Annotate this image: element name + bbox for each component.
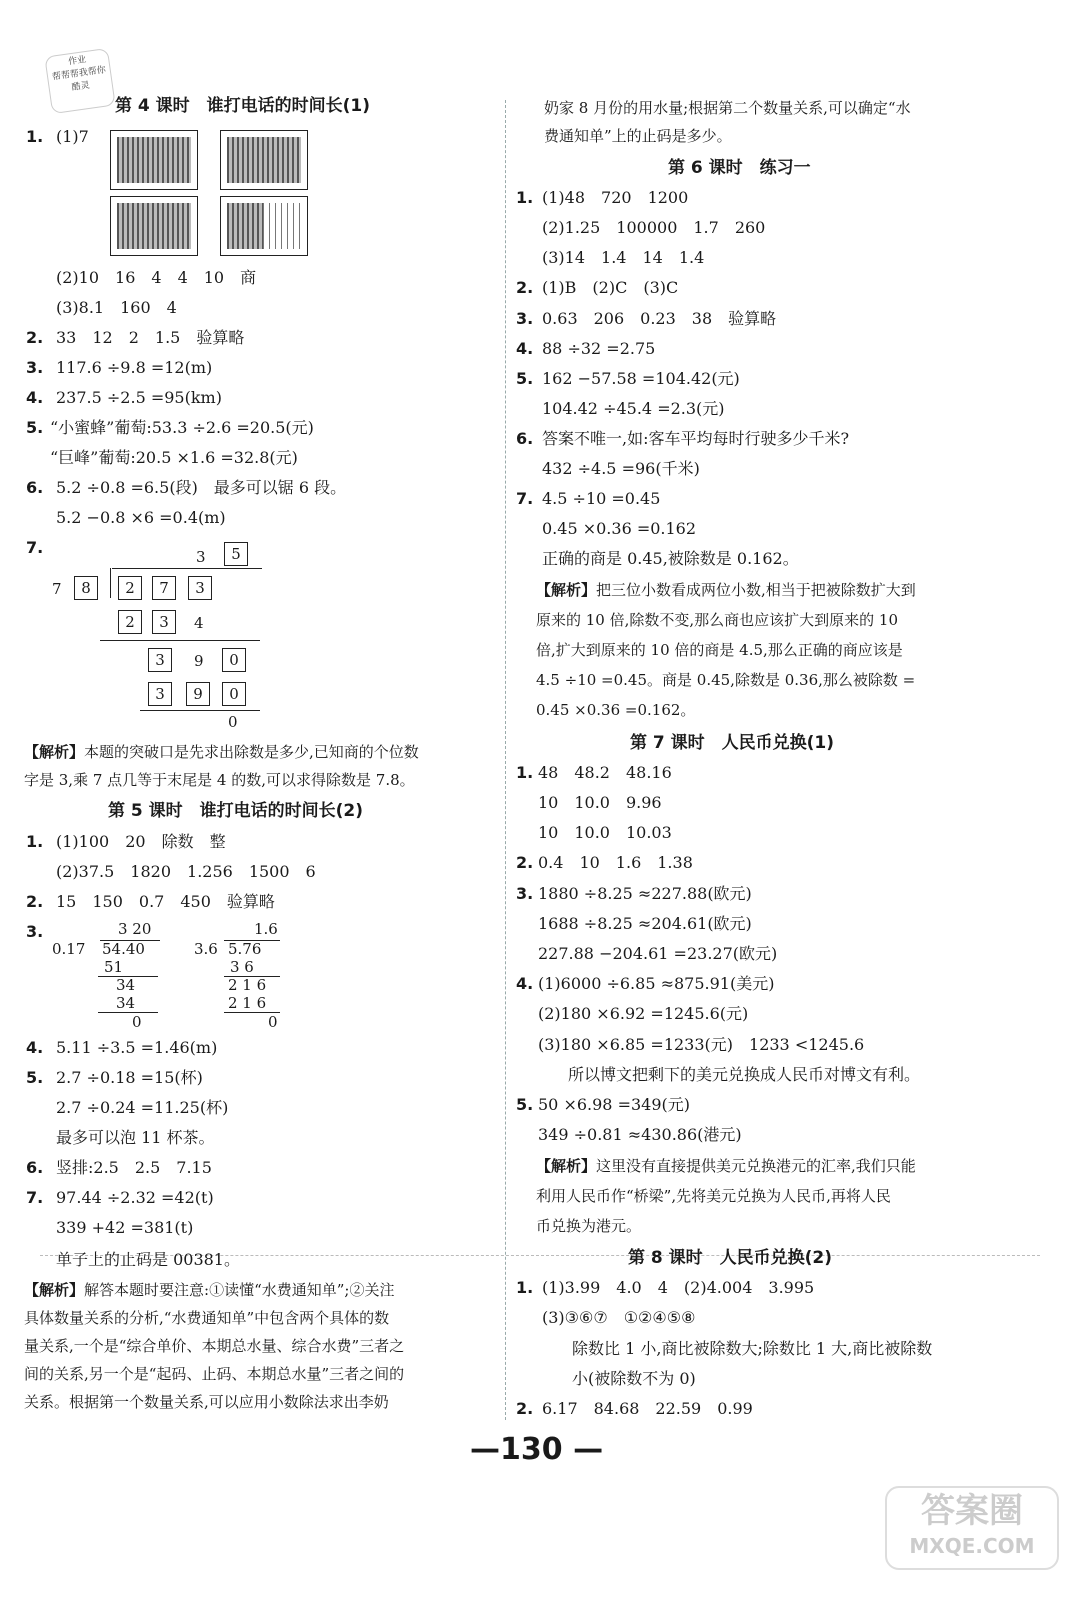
answer-text: 50 ×6.98 =349(元) (538, 1095, 690, 1114)
answer-text: 所以博文把剩下的美元兑换成人民币对博文有利。 (568, 1065, 921, 1084)
watermark-logo (885, 1486, 1059, 1570)
question-number: 2. (516, 1399, 534, 1418)
lesson-6-title: 第 6 课时 练习一 (668, 158, 811, 178)
answer-text: (1)7 (56, 127, 89, 146)
answer-text: 小(被除数不为 0) (572, 1369, 696, 1388)
analysis-text: 这里没有直接提供美元兑换港元的汇率,我们只能 (596, 1157, 916, 1175)
analysis-text: 币兑换为港元。 (536, 1217, 642, 1235)
divisor: 0.17 (52, 940, 86, 958)
final-remainder: 0 (228, 713, 238, 731)
partial-box: 9 (186, 682, 210, 706)
answer-text: 0.4 10 1.6 1.38 (538, 853, 693, 872)
analysis-text: 字是 3,乘 7 点几等于末尾是 4 的数,可以求得除数是 7.8。 (24, 771, 415, 789)
analysis-tag: 【解析】 (536, 1157, 597, 1175)
partial-box: 3 (152, 610, 176, 634)
answer-text: 最多可以泡 11 杯茶。 (56, 1128, 215, 1147)
answer-text: (1)B (2)C (3)C (542, 278, 679, 297)
answer-text: 48 48.2 48.16 (538, 763, 672, 782)
partial-box: 2 (118, 610, 142, 634)
grid-shading (117, 203, 191, 249)
quotient: 1.6 (254, 920, 278, 938)
division-bracket (110, 568, 111, 598)
question-number: 6. (516, 429, 534, 448)
partial-digit: 4 (194, 614, 204, 632)
partial-box: 0 (222, 682, 246, 706)
answer-text: 15 150 0.7 450 验算略 (56, 892, 275, 911)
grid-figure-3 (110, 196, 198, 256)
answer-text: 答案不唯一,如:客车平均每时行驶多少千米? (542, 429, 850, 448)
question-number: 4. (516, 339, 534, 358)
analysis-text: 具体数量关系的分析,“水费通知单”中包含两个具体的数 (24, 1309, 390, 1327)
answer-text: 1688 ÷8.25 ≈204.61(欧元) (538, 914, 752, 933)
step: 34 (116, 976, 136, 994)
question-number: 2. (516, 278, 534, 297)
question-number: 3. (26, 358, 44, 377)
remainder-digit: 9 (194, 652, 204, 670)
question-number: 1. (26, 832, 44, 851)
page-number: —130 — (470, 1432, 604, 1467)
question-number: 6. (26, 1158, 44, 1177)
stamp-line: 作业 (67, 54, 87, 68)
answer-text: 竖排:2.5 2.5 7.15 (56, 1158, 212, 1177)
answer-text: 162 −57.58 =104.42(元) (542, 369, 740, 388)
analysis-tag: 【解析】 (24, 743, 85, 761)
answer-text: (3)180 ×6.85 =1233(元) 1233 <1245.6 (538, 1035, 865, 1054)
answer-text: (1)48 720 1200 (542, 188, 689, 207)
question-number: 2. (516, 853, 534, 872)
analysis-text: 间的关系,另一个是“起码、止码、本期总水量”三者之间的 (24, 1365, 405, 1383)
question-number: 2. (26, 892, 44, 911)
lesson-8-title: 第 8 课时 人民币兑换(2) (628, 1248, 833, 1268)
quotient: 3 20 (118, 920, 152, 938)
question-number: 4. (26, 1038, 44, 1057)
answer-text: 6.17 84.68 22.59 0.99 (542, 1399, 753, 1418)
divisor-box: 8 (74, 576, 98, 600)
analysis-text: 利用人民币作“桥梁”,先将美元兑换为人民币,再将人民 (536, 1187, 891, 1205)
grid-unshaded (263, 203, 303, 249)
grid-shading (227, 137, 301, 183)
question-number: 1. (516, 1278, 534, 1297)
lesson-7-title: 第 7 课时 人民币兑换(1) (630, 733, 835, 753)
answer-text: “巨峰”葡萄:20.5 ×1.6 =32.8(元) (50, 448, 298, 467)
answer-text: 104.42 ÷45.4 =2.3(元) (542, 399, 725, 418)
divisor: 3.6 (194, 940, 218, 958)
question-number: 5. (516, 1095, 534, 1114)
stamp-line: 酷灵 (71, 80, 91, 94)
answer-text: 0.63 206 0.23 38 验算略 (542, 309, 777, 328)
step: 2 1 6 (228, 976, 267, 994)
analysis-text: 原来的 10 倍,除数不变,那么商也应该扩大到原来的 10 (536, 611, 899, 629)
answer-text: 10 10.0 9.96 (538, 793, 662, 812)
question-number: 1. (26, 127, 44, 146)
step: 51 (104, 958, 124, 976)
answer-text: 432 ÷4.5 =96(千米) (542, 459, 700, 478)
answer-text: 237.5 ÷2.5 =95(km) (56, 388, 222, 407)
answer-text: 正确的商是 0.45,被除数是 0.162。 (542, 549, 799, 568)
column-divider (505, 100, 506, 1420)
analysis-text: 费通知单”上的止码是多少。 (544, 127, 732, 145)
answer-text: (1)100 20 除数 整 (56, 832, 226, 851)
answer-text: (3)8.1 160 4 (56, 298, 177, 317)
analysis-text: 解答本题时要注意:①读懂“水费通知单”;②关注 (84, 1281, 395, 1299)
question-number: 5. (26, 1068, 44, 1087)
remainder-box: 3 (148, 648, 172, 672)
question-number: 7. (26, 538, 44, 557)
watermark-text: 答案圈 (921, 1491, 1023, 1531)
answer-text: 2.7 ÷0.24 =11.25(杯) (56, 1098, 229, 1117)
answer-text: 10 10.0 10.03 (538, 823, 672, 842)
question-number: 6. (26, 478, 44, 497)
answer-text: 5.2 ÷0.8 =6.5(段) 最多可以锯 6 段。 (56, 478, 347, 497)
grid-figure-1 (110, 130, 198, 190)
answer-text: 5.11 ÷3.5 =1.46(m) (56, 1038, 218, 1057)
quotient-digit: 3 (196, 548, 206, 566)
answer-text: 117.6 ÷9.8 =12(m) (56, 358, 213, 377)
question-number: 3. (516, 884, 534, 903)
analysis-text: 4.5 ÷10 =0.45。商是 0.45,除数是 0.36,那么被除数 = (536, 671, 916, 689)
lesson-4-title: 第 4 课时 谁打电话的时间长(1) (115, 96, 371, 116)
answer-text: 除数比 1 小,商比被除数大;除数比 1 大,商比被除数 (572, 1339, 933, 1358)
division-bar (112, 568, 262, 569)
dividend: 54.40 (102, 940, 145, 958)
dividend: 5.76 (228, 940, 262, 958)
answer-text: (2)10 16 4 4 10 商 (56, 268, 257, 287)
answer-text: 2.7 ÷0.18 =15(杯) (56, 1068, 203, 1087)
answer-text: (2)37.5 1820 1.256 1500 6 (56, 862, 316, 881)
analysis-text: 关系。根据第一个数量关系,可以应用小数除法求出李奶 (24, 1393, 389, 1411)
analysis-line (536, 580, 916, 600)
remainder-box: 0 (222, 648, 246, 672)
question-number: 7. (26, 1188, 44, 1207)
answer-text: 5.2 −0.8 ×6 =0.4(m) (56, 508, 226, 527)
analysis-text: 本题的突破口是先求出除数是多少,已知商的个位数 (84, 743, 419, 761)
answer-text: (3)14 1.4 14 1.4 (542, 248, 705, 267)
answer-text: (1)3.99 4.0 4 (2)4.004 3.995 (542, 1278, 815, 1297)
analysis-text: 量关系,一个是“综合单价、本期总水量、综合水费”三者之 (24, 1337, 405, 1355)
analysis-text: 倍,扩大到原来的 10 倍的商是 4.5,那么正确的商应该是 (536, 641, 903, 659)
dividend-box: 7 (152, 576, 176, 600)
answer-text: (1)6000 ÷6.85 ≈875.91(美元) (538, 974, 775, 993)
answer-text: 33 12 2 1.5 验算略 (56, 328, 245, 347)
step: 3 6 (230, 958, 254, 976)
answer-text: 339 +42 =381(t) (56, 1218, 194, 1237)
question-number: 5. (26, 418, 44, 437)
step: 34 (116, 994, 136, 1012)
question-number: 3. (26, 922, 44, 941)
step: 0 (132, 1013, 142, 1031)
watermark-url: MXQE.COM (909, 1534, 1035, 1558)
question-number: 5. (516, 369, 534, 388)
analysis-line (536, 1156, 916, 1176)
dividend-box: 3 (188, 576, 212, 600)
question-number: 1. (516, 763, 534, 782)
analysis-tag: 【解析】 (536, 581, 597, 599)
answer-text: 0.45 ×0.36 =0.162 (542, 519, 697, 538)
subtraction-line (98, 1012, 158, 1013)
grid-figure-2 (220, 130, 308, 190)
answer-text: (2)1.25 100000 1.7 260 (542, 218, 766, 237)
subtraction-line (100, 640, 260, 641)
answer-text: 349 ÷0.81 ≈430.86(港元) (538, 1125, 742, 1144)
analysis-line (24, 742, 419, 762)
question-number: 4. (516, 974, 534, 993)
answer-text: 97.44 ÷2.32 =42(t) (56, 1188, 214, 1207)
analysis-tag: 【解析】 (24, 1281, 85, 1299)
grid-shading (227, 203, 263, 249)
analysis-line (24, 1280, 394, 1300)
divisor-digit: 7 (52, 580, 62, 598)
analysis-text: 0.45 ×0.36 =0.162。 (536, 701, 696, 719)
subtraction-line (140, 710, 260, 711)
partial-box: 3 (148, 682, 172, 706)
question-number: 1. (516, 188, 534, 207)
answer-text: 227.88 −204.61 =23.27(欧元) (538, 944, 778, 963)
answer-text: 4.5 ÷10 =0.45 (542, 489, 661, 508)
lesson-5-title: 第 5 课时 谁打电话的时间长(2) (108, 801, 364, 821)
homework-stamp-logo (44, 48, 115, 114)
step: 0 (268, 1013, 278, 1031)
answer-text: 单子上的止码是 00381。 (56, 1250, 240, 1269)
question-number: 2. (26, 328, 44, 347)
analysis-text: 奶家 8 月份的用水量;根据第二个数量关系,可以确定“水 (544, 99, 911, 117)
question-number: 3. (516, 309, 534, 328)
analysis-text: 把三位小数看成两位小数,相当于把被除数扩大到 (596, 581, 916, 599)
quotient-box: 5 (224, 542, 248, 566)
stamp-line: 帮帮帮我帮你 (51, 65, 107, 83)
answer-text: 88 ÷32 =2.75 (542, 339, 656, 358)
answer-text: 1880 ÷8.25 ≈227.88(欧元) (538, 884, 752, 903)
question-number: 7. (516, 489, 534, 508)
step: 2 1 6 (228, 994, 267, 1012)
answer-text: “小蜜蜂”葡萄:53.3 ÷2.6 =20.5(元) (50, 418, 314, 437)
answer-text: (2)180 ×6.92 =1245.6(元) (538, 1004, 749, 1023)
grid-shading (117, 137, 191, 183)
dividend-box: 2 (118, 576, 142, 600)
answer-text: (3)③⑥⑦ ①②④⑤⑧ (542, 1308, 696, 1327)
question-number: 4. (26, 388, 44, 407)
grid-figure-4 (220, 196, 308, 256)
